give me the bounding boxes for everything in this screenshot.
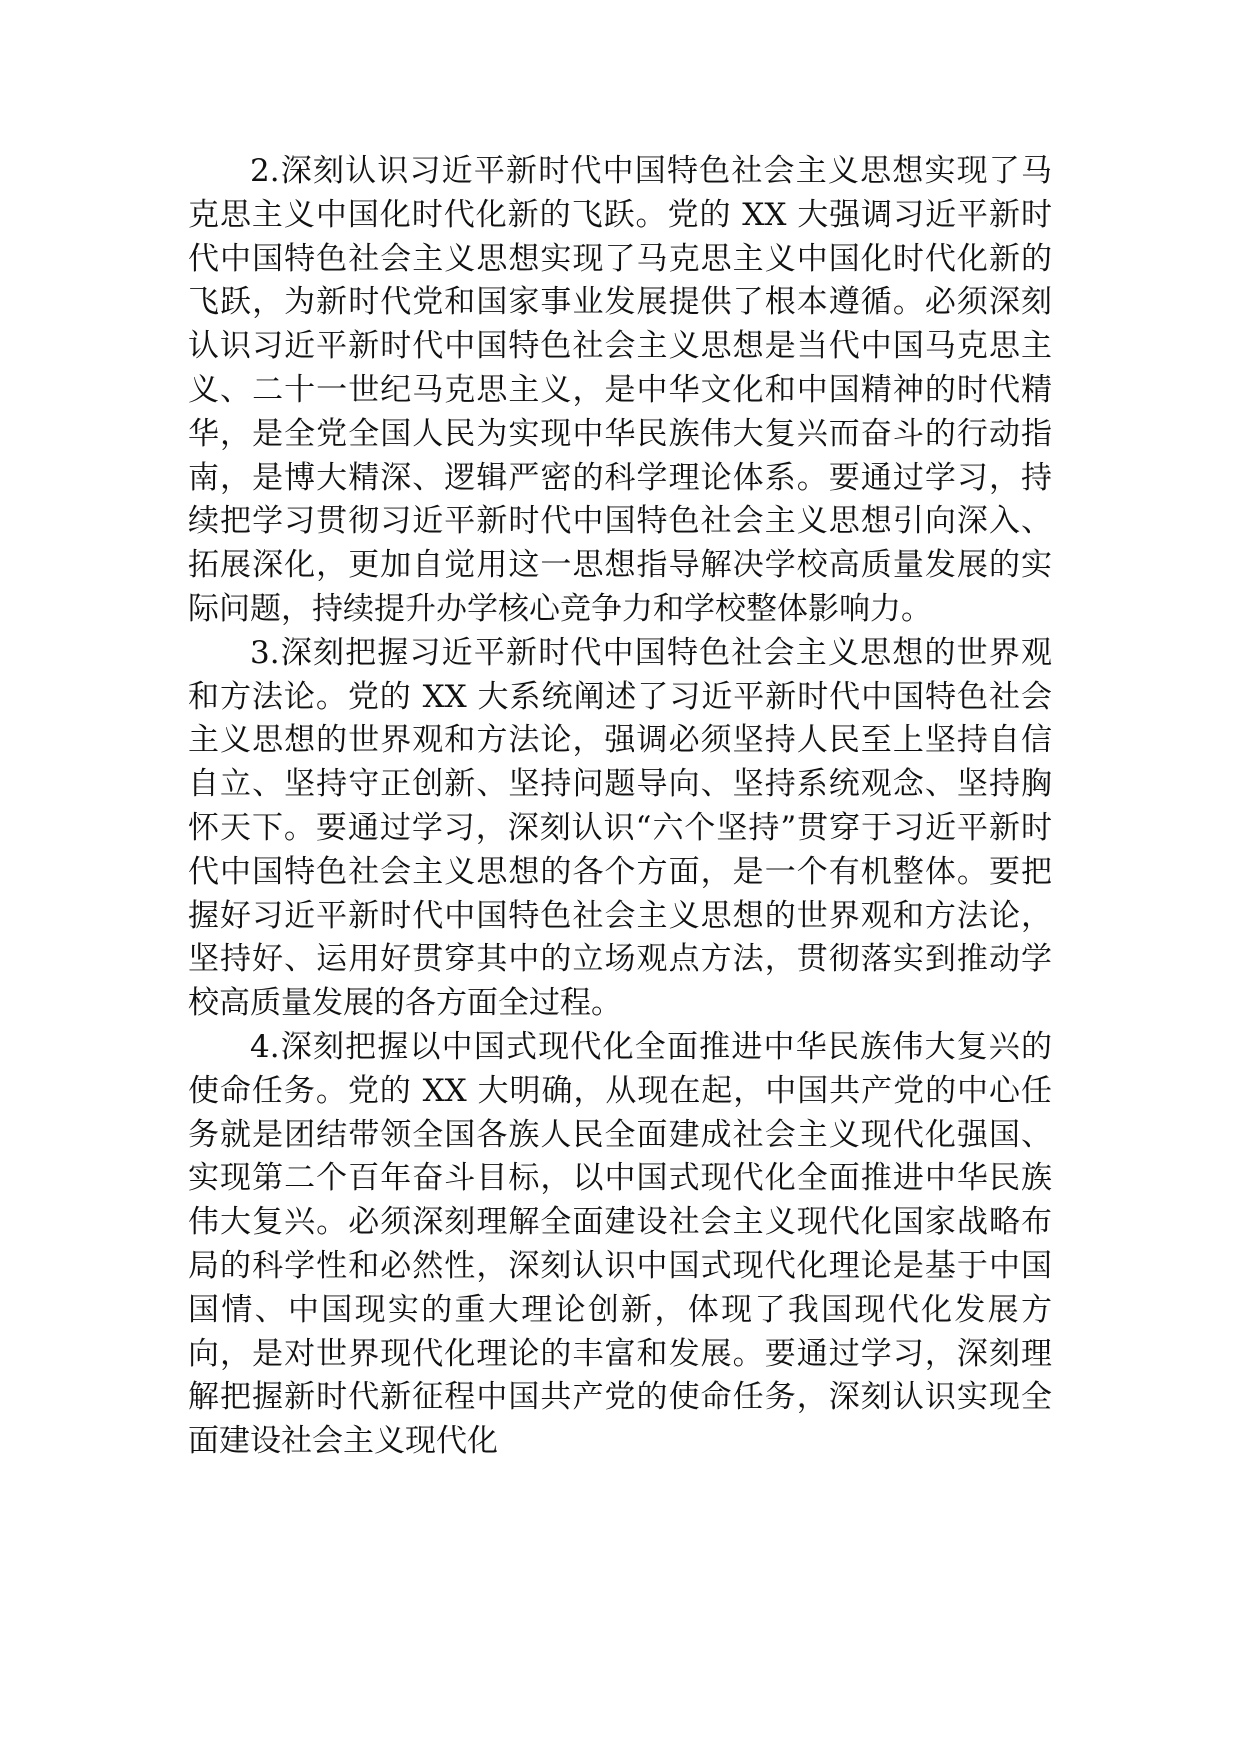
- paragraph-4: 4.深刻把握以中国式现代化全面推进中华民族伟大复兴的使命任务。党的 XX 大明确，从现在起，中国共产党的中心任务就是团结带领全国各族人民全面建成社会主义现代化强国、实现第二个百年奋斗目标，以中国式现代化全面推进中华民族伟大复兴。必须深刻理解全面建设社会主义现代化国家战略布局的科学性和必然性，深刻认识中国式现代化理论是基于中国国情、中国现实的重大理论创新，体现了我国现代化发展方向，是对世界现代化理论的丰富和发展。要通过学习，深刻理解把握新时代新征程中国共产党的使命任务，深刻认识实现全面建设社会主义现代化: [188, 1028, 1052, 1460]
- paragraph-2: 2.深刻认识习近平新时代中国特色社会主义思想实现了马克思主义中国化时代化新的飞跃。党的 XX 大强调习近平新时代中国特色社会主义思想实现了马克思主义中国化时代化新的飞跃，为新时代党和国家事业发展提供了根本遵循。必须深刻认识习近平新时代中国特色社会主义思想是当代中国马克思主义、二十一世纪马克思主义，是中华文化和中国精神的时代精华，是全党全国人民为实现中华民族伟大复兴而奋斗的行动指南，是博大精深、逻辑严密的科学理论体系。要通过学习，持续把学习贯彻习近平新时代中国特色社会主义思想引向深入、拓展深化，更加自觉用这一思想指导解决学校高质量发展的实际问题，持续提升办学核心竞争力和学校整体影响力。: [188, 153, 1052, 627]
- document-body: [188, 150, 1052, 1464]
- paragraph-3: 3.深刻把握习近平新时代中国特色社会主义思想的世界观和方法论。党的 XX 大系统阐述了习近平新时代中国特色社会主义思想的世界观和方法论，强调必须坚持人民至上坚持自信自立、坚持守正创新、坚持问题导向、坚持系统观念、坚持胸怀天下。要通过学习，深刻认识“六个坚持”贯穿于习近平新时代中国特色社会主义思想的各个方面，是一个有机整体。要把握好习近平新时代中国特色社会主义思想的世界观和方法论，坚持好、运用好贯穿其中的立场观点方法，贯彻落实到推动学校高质量发展的各方面全过程。: [188, 634, 1052, 1022]
